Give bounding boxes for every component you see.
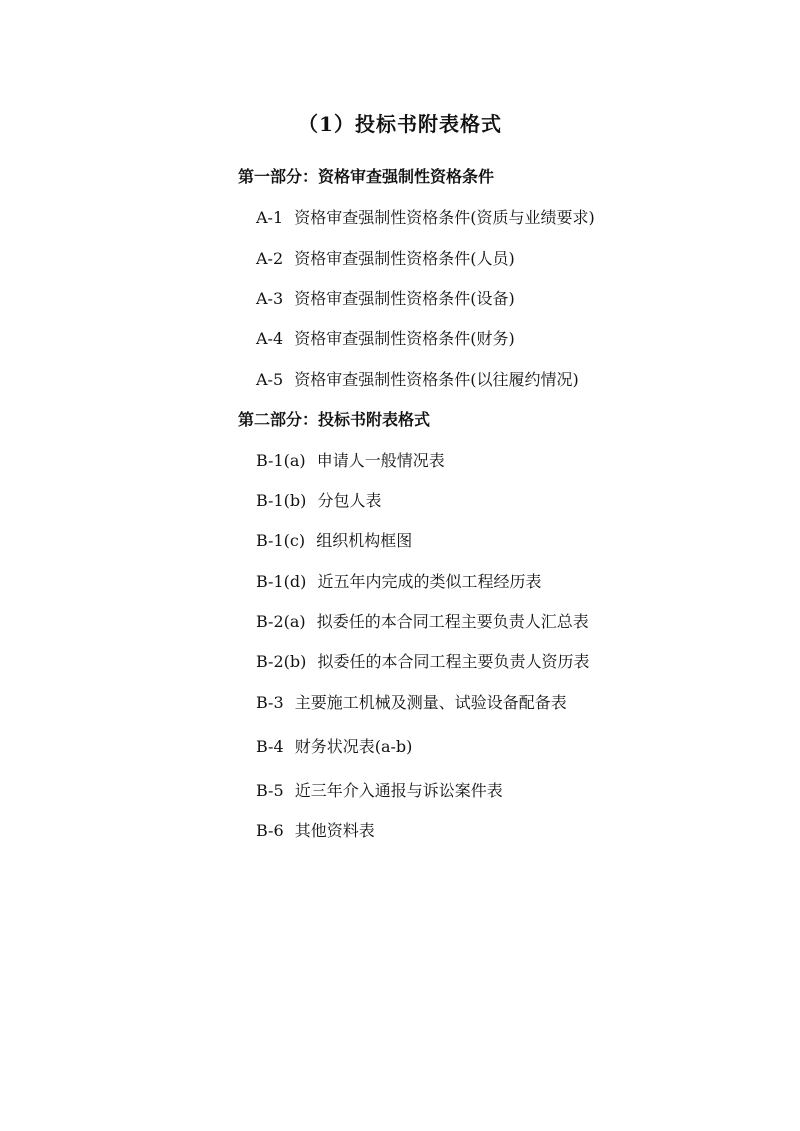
item-code: B-6 — [256, 821, 284, 840]
item-text: 近三年介入通报与诉讼案件表 — [294, 781, 503, 800]
item-code: B-2(a) — [256, 612, 306, 631]
list-item-b1d — [256, 569, 541, 592]
item-text: 资格审查强制性资格条件(人员) — [294, 249, 515, 268]
document-title: （1）投标书附表格式 — [298, 112, 502, 136]
list-item-a4 — [256, 326, 515, 349]
list-item-b2a — [256, 609, 589, 632]
item-text: 拟委任的本合同工程主要负责人汇总表 — [316, 612, 589, 631]
item-text: 资格审查强制性资格条件(设备) — [294, 289, 515, 308]
item-code: B-5 — [256, 781, 284, 800]
item-code: A-1 — [256, 208, 284, 227]
item-text: 资格审查强制性资格条件(资质与业绩要求) — [294, 208, 595, 227]
list-item-b1c — [256, 528, 412, 551]
item-text: 申请人一般情况表 — [316, 451, 445, 470]
part1-heading: 第一部分：资格审查强制性资格条件 — [238, 167, 495, 186]
item-code: A-5 — [256, 370, 284, 389]
item-text: 近五年内完成的类似工程经历表 — [317, 572, 542, 591]
item-code: B-1(b) — [256, 491, 307, 510]
item-text: 资格审查强制性资格条件(财务) — [294, 329, 515, 348]
item-code: B-1(a) — [256, 451, 306, 470]
item-code: B-1(d) — [256, 572, 307, 591]
item-text: 其他资料表 — [294, 821, 375, 840]
list-item-b6 — [256, 818, 375, 841]
list-item-a1 — [256, 205, 595, 228]
item-code: B-2(b) — [256, 652, 307, 671]
list-item-a2 — [256, 246, 515, 269]
item-code: B-3 — [256, 693, 284, 712]
item-code: A-2 — [256, 249, 284, 268]
list-item-b1b — [256, 488, 381, 511]
list-item-b5 — [256, 778, 503, 801]
part2-heading: 第二部分：投标书附表格式 — [238, 410, 431, 429]
list-item-b4 — [256, 734, 412, 757]
list-item-a5 — [256, 367, 579, 390]
list-item-b3 — [256, 690, 567, 713]
item-code: B-4 — [256, 737, 284, 756]
list-item-b2b — [256, 649, 589, 672]
list-item-a3 — [256, 286, 515, 309]
item-code: A-3 — [256, 289, 284, 308]
item-text: 拟委任的本合同工程主要负责人资历表 — [317, 652, 590, 671]
item-text: 主要施工机械及测量、试验设备配备表 — [294, 693, 567, 712]
item-text: 组织机构框图 — [316, 531, 413, 550]
item-text: 财务状况表(a-b) — [294, 737, 413, 756]
list-item-b1a — [256, 448, 445, 471]
item-code: A-4 — [256, 329, 284, 348]
item-text: 分包人表 — [317, 491, 382, 510]
item-code: B-1(c) — [256, 531, 306, 550]
item-text: 资格审查强制性资格条件(以往履约情况) — [294, 370, 579, 389]
